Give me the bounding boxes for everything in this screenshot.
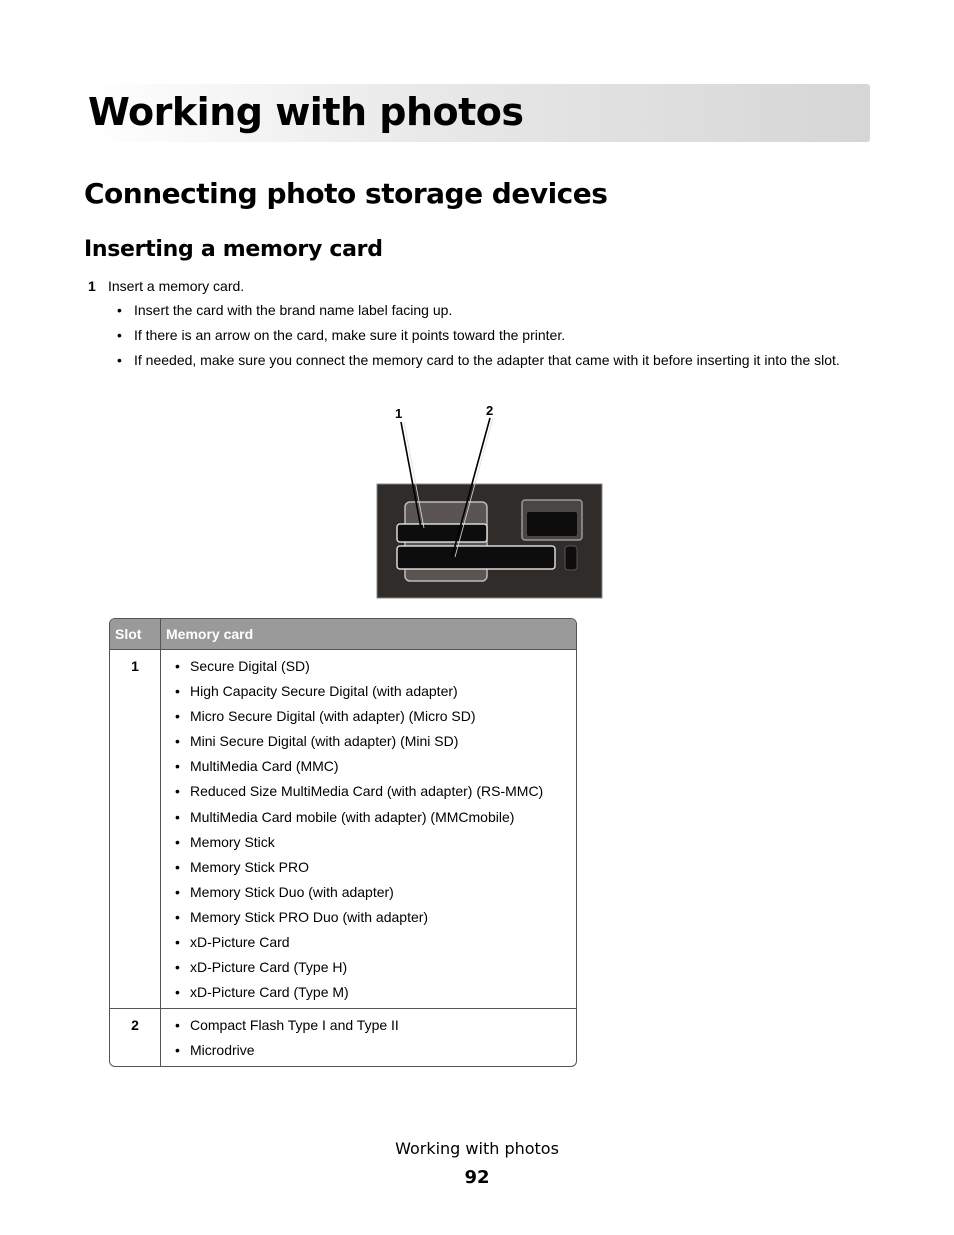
- header-memory-card: Memory card: [161, 619, 576, 649]
- list-item: • MultiMedia Card (MMC): [166, 756, 571, 776]
- list-item: • Micro Secure Digital (with adapter) (Micro SD): [166, 706, 571, 726]
- bullet-item: • Insert the card with the brand name label facing up.: [114, 300, 874, 320]
- section-title: Connecting photo storage devices: [84, 177, 608, 210]
- list-item: • Secure Digital (SD): [166, 656, 571, 676]
- table-row: [110, 649, 576, 1008]
- bullet-item: • If needed, make sure you connect the memory card to the adapter that came with it before inserting it into the slot.: [114, 350, 874, 370]
- header-slot: Slot: [110, 619, 161, 649]
- instruction-bullets: [114, 300, 874, 375]
- list-item: • Reduced Size MultiMedia Card (with adapter) (RS-MMC): [166, 781, 571, 801]
- list-item: • xD-Picture Card (Type M): [166, 982, 571, 1002]
- slot-1-opening: [397, 524, 487, 542]
- bullet-item: • If there is an arrow on the card, make sure it points toward the printer.: [114, 325, 874, 345]
- list-item: • Microdrive: [166, 1040, 571, 1060]
- list-item: • Memory Stick PRO Duo (with adapter): [166, 907, 571, 927]
- list-item: • Memory Stick PRO: [166, 857, 571, 877]
- footer-chapter-title: Working with photos: [395, 1139, 559, 1158]
- list-item: • Mini Secure Digital (with adapter) (Mini SD): [166, 731, 571, 751]
- slot-number: 2: [110, 1008, 161, 1066]
- slot-number: 1: [110, 649, 161, 1008]
- list-item: • Memory Stick Duo (with adapter): [166, 882, 571, 902]
- slot-3-opening: [527, 512, 577, 536]
- list-item: • xD-Picture Card: [166, 932, 571, 952]
- card-list-cell: [161, 649, 576, 1008]
- card-list: [166, 656, 571, 1002]
- slot-2-opening: [397, 546, 555, 569]
- memory-card-table: [109, 618, 577, 1067]
- list-item: • MultiMedia Card mobile (with adapter) (MMCmobile): [166, 807, 571, 827]
- table-header-row: [110, 619, 576, 649]
- step-number: 1: [88, 278, 96, 294]
- list-item: • xD-Picture Card (Type H): [166, 957, 571, 977]
- list-item: • Compact Flash Type I and Type II: [166, 1015, 571, 1035]
- card-list: [166, 1015, 571, 1060]
- card-slot-figure: [360, 400, 620, 605]
- callout-2: 2: [486, 403, 494, 418]
- step-text: Insert a memory card.: [108, 278, 245, 294]
- card-slot-illustration: [360, 400, 620, 605]
- step-1: [88, 276, 244, 296]
- subsection-title: Inserting a memory card: [84, 237, 383, 262]
- card-list-cell: [161, 1008, 576, 1066]
- list-item: • Memory Stick: [166, 832, 571, 852]
- chapter-title: Working with photos: [88, 90, 524, 134]
- callout-1: 1: [395, 406, 403, 421]
- indicator-light: [565, 546, 577, 570]
- list-item: • High Capacity Secure Digital (with adapter): [166, 681, 571, 701]
- table-row: [110, 1008, 576, 1066]
- page-number: 92: [464, 1167, 490, 1188]
